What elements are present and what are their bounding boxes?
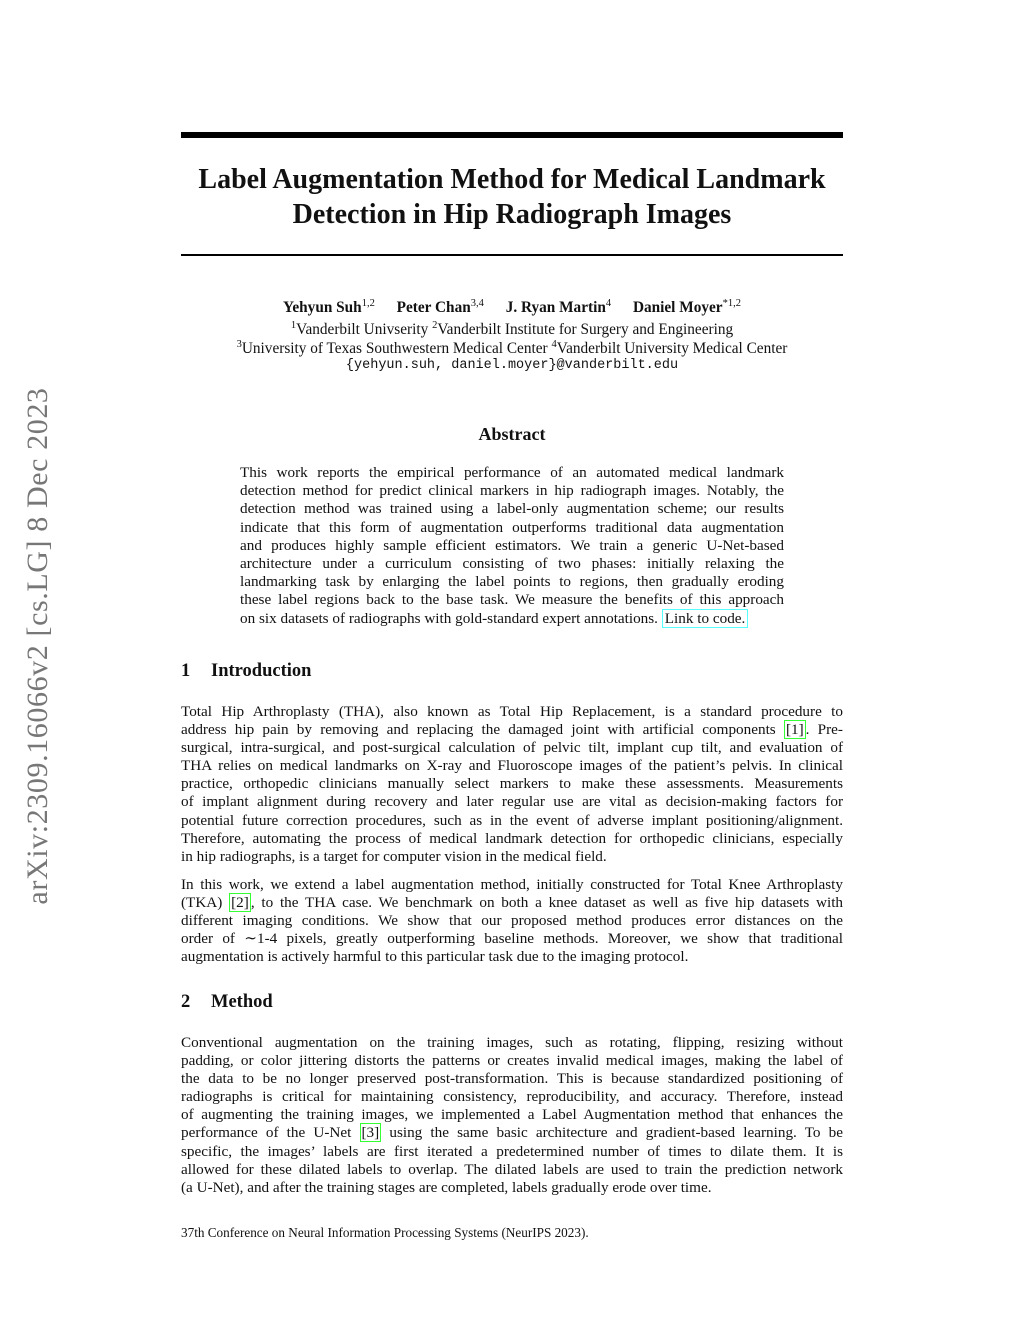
abstract-line: detection method for predict clinical markers in hip radiograph images. Notably, the	[240, 482, 784, 500]
section-heading-method: 2 Method	[181, 992, 273, 1012]
title-top-rule	[181, 132, 843, 138]
paragraph-line: radiographs is critical for maintaining consistency, reproducibility, and accuracy. Therefore, instead	[181, 1088, 843, 1106]
paragraph-line: different imaging conditions. We show that our proposed method produces error distances on the	[181, 912, 843, 930]
section-heading-introduction: 1 Introduction	[181, 661, 312, 681]
paragraph-line: practice, orthopedic clinicians manually select markers to make these assessments. Measurements	[181, 775, 843, 793]
method-paragraph-1	[181, 1034, 843, 1197]
abstract-line: on six datasets of radiographs with gold-standard expert annotations. Link to code.	[240, 610, 784, 628]
citation-link[interactable]: [2]	[231, 894, 249, 912]
paragraph-line: the data to be no longer preserved post-transformation. This is because standardized positioning of	[181, 1070, 843, 1088]
contact-email: {yehyun.suh, daniel.moyer}@vanderbilt.edu	[345, 358, 679, 373]
abstract-line: and produces highly sample efficient estimators. We train a generic U-Net-based	[240, 536, 784, 554]
abstract-body	[240, 464, 784, 628]
paragraph-line: padding, or color jittering distorts the patterns or creates invalid medical images, making the label of	[181, 1052, 843, 1070]
title-bottom-rule	[181, 254, 843, 256]
paper-title	[181, 162, 843, 232]
affiliation-line-1: $^1$Vanderbilt Univserity $^2$Vanderbilt Institute for Surgery and Engineering	[290, 320, 734, 338]
paragraph-line: Total Hip Arthroplasty (THA), also known as Total Hip Replacement, is a standard procedure to	[181, 703, 843, 720]
paragraph-line: order of ∼1-4 pixels, greatly outperforming baseline methods. Moreover, we show that traditional	[181, 930, 843, 948]
paragraph-line: address hip pain by removing and replacing the damaged joint with artificial components [1] . Pre-	[181, 721, 843, 739]
paragraph-line: surgical, intra-surgical, and post-surgical calculation of pelvic tilt, implant cup tilt, and evaluation of	[181, 739, 843, 757]
code-link[interactable]: Link to code.	[662, 609, 749, 628]
abstract-line: detection method was trained using a label-only augmentation scheme; our results	[240, 500, 784, 518]
intro-paragraph-1	[181, 703, 843, 866]
citation-link[interactable]: [1]	[785, 721, 804, 739]
author: Daniel Moyer$^{*1,2}$	[632, 298, 741, 316]
paragraph-line: THA relies on medical landmarks on X-ray and Fluoroscope images of the patient’s pelvis. In clinical	[181, 757, 843, 775]
paragraph-line: of implant alignment during recovery and later regular use are vital as decision-making factors for	[181, 793, 843, 811]
abstract-line: architecture under a curriculum consisting of two phases: initially relaxing the	[240, 554, 784, 572]
paragraph-line: potential future correction procedures, such as in the event of adverse implant positioning/alignment.	[181, 811, 843, 829]
paragraph-line: in hip radiographs, is a target for computer vision in the medical field.	[181, 847, 607, 865]
title-line-2: Detection in Hip Radiograph Images	[292, 199, 732, 230]
paragraph-line: performance of the U-Net [3] using the same basic architecture and gradient-based learning. To be	[181, 1124, 844, 1142]
title-line-1: Label Augmentation Method for Medical Landmark	[198, 164, 826, 195]
author-list	[181, 298, 843, 317]
author: Peter Chan$^{3,4}$	[396, 298, 484, 316]
affiliation-line-2: $^3$University of Texas Southwestern Medical Center $^4$Vanderbilt University Medical Center	[236, 339, 788, 357]
paragraph-line: Therefore, automating the process of medical landmark detection for orthopedic clinicians, especially	[181, 829, 843, 847]
paragraph-line: In this work, we extend a label augmentation method, initially constructed for Total Knee Arthroplasty	[181, 876, 843, 893]
abstract-heading: Abstract	[478, 424, 546, 444]
paragraph-line: (TKA) [2] , to the THA case. We benchmark on both a knee dataset as well as five hip datasets with	[181, 894, 844, 912]
paragraph-line: augmentation is actively harmful to this particular task due to the imaging protocol.	[181, 948, 689, 966]
conference-footnote: 37th Conference on Neural Information Processing Systems (NeurIPS 2023).	[181, 1225, 589, 1240]
abstract-line: This work reports the empirical performance of an automated medical landmark	[240, 464, 784, 481]
citation-link[interactable]: [3]	[361, 1124, 380, 1142]
abstract-line: landmarking task by enlarging the label points to regions, then gradually eroding	[240, 573, 784, 591]
abstract-line: indicate that this form of augmentation outperforms traditional data augmentation	[240, 518, 784, 536]
author: Yehyun Suh$^{1,2}$	[283, 298, 375, 316]
paragraph-line: allowed for these dilated labels to overlap. The dilated labels are used to train the prediction network	[181, 1160, 843, 1178]
author: J. Ryan Martin$^4$	[505, 298, 612, 316]
paragraph-line: of augmenting the training images, we implemented a Label Augmentation method that enhances the	[181, 1106, 843, 1124]
paragraph-line: specific, the images’ labels are first iterated a predetermined number of times to dilate them. It is	[181, 1142, 843, 1160]
intro-paragraph-2	[181, 876, 843, 966]
paragraph-line: (a U-Net), and after the training stages are completed, labels gradually erode over time.	[181, 1178, 712, 1196]
arxiv-identifier: arXiv:2309.16066v2 [cs.LG] 8 Dec 2023	[21, 387, 54, 905]
paragraph-line: Conventional augmentation on the training images, such as rotating, flipping, resizing without	[181, 1034, 843, 1051]
abstract-line: these label regions back to the base task. We measure the benefits of this approach	[240, 591, 784, 609]
